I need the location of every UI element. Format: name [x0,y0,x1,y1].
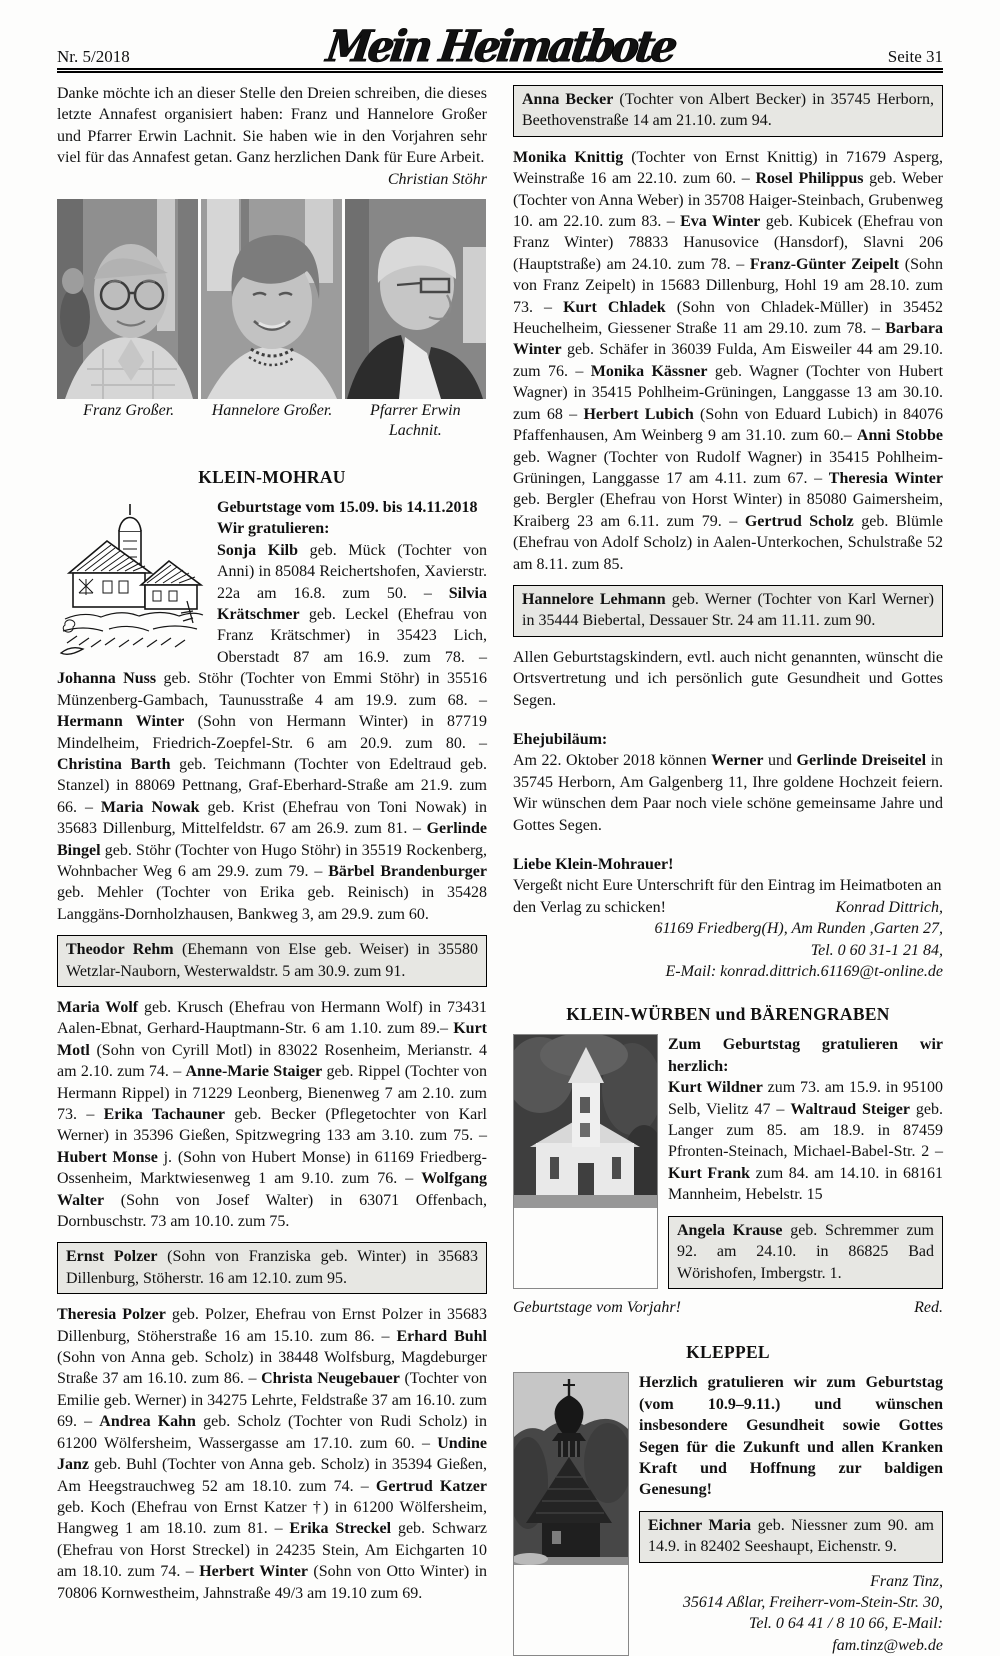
km-birthday-list-2: Maria Wolf geb. Krusch (Ehefrau von Hermann Wolf) in 73431 Aalen-Ebnat, Gerhard-Hauptmann-Str. 6 am 1.10. zum 89.– Kurt Motl (Sohn von Cyrill Motl) in 83022 Rosenheim, Merianstr. 4 am 2.10. zum 74. – Anne-Marie Staiger geb. Rippel (Tochter von Hermann Rippel) in 71229 Leonberg, Bienenweg 7 am 2.10. zum 73. – Erika Tachauner geb. Becker (Pflegetochter von Karl Werner) in 35396 Gießen, Spitzwegring 133 am 3.10. zum 75. – Hubert Monse j. (Sohn von Hubert Monse) in 61169 Friedberg-Ossenheim, Marktwiesenweg 1 am 9.10. zum 76. – Wolfgang Walter (Sohn von Josef Walter) in 63071 Offenbach, Dornbuschstr. 73 am 10.10. zum 75. [57,998,488,1231]
highlight-box-hannelore-lehmann: Hannelore Lehmann geb. Werner (Tochter von Karl Werner) in 35444 Biebertal, Dessauer Str. 24 am 11.11. zum 90. [513,585,943,637]
photo-pfarrer-lachnit [345,199,486,399]
liebe-line1: Vergeßt nicht Eure Unterschrift für den Eintrag im Heimatboten an [513,877,942,895]
caption-lachnit: Pfarrer Erwin Lachnit. [370,402,461,440]
km-birthday-list-4: Monika Knittig (Tochter von Ernst Knittig) in 71679 Asperg, Weinstraße 16 am 22.10. zum 60. – Rosel Philippus geb. Weber (Tochter von Anna Weber) in 35708 Haiger-Steinbach, Grubenweg 10. am 22.10. zum 83. – Eva Winter geb. Kubicek (Ehefrau von Franz Winter) 78833 Hanusovice (Hansdorf), Slavni 206 (Hauptstraße) am 24.10. zum 78. – Franz-Günter Zeipelt (Sohn von Franz Zeipelt) in 15683 Dillenburg, Hohl 19 am 28.10. zum 73. – Kurt Chladek (Sohn von Chladek-Müller) in 35452 Heuchelheim, Giessener Straße 11 am 29.10. zum 78. – Barbara Winter geb. Schäfer in 36039 Fulda, Am Eisweiler 44 am 29.10. zum 76. – Monika Kässner geb. Wagner (Tochter von Hubert Wagner) in 35415 Pohlheim-Grüningen, Langgasse 13 am 30.10. zum 68 – Herbert Lubich (Sohn von Eduard Lubich) in 84076 Pfaffenhausen, Am Weinberg 9 am 31.10. zum 60.– Anni Stobbe geb. Wagner (Tochter von Rudolf Wagner) in 35415 Pohlheim-Grüningen, Langgasse 17 am 4.11. zum 67. – Theresia Winter geb. Bergler (Ehefrau von Horst Winter) in 85080 Gaimersheim, Kraiberg 23 am 6.11. zum 79. – Gertrud Scholz geb. Blümle (Ehefrau von Adolf Scholz) in Aalen-Unterkochen, Schulstraße 52 am 8.11. zum 85. [513,148,944,573]
kw-footer-note: Geburtstage vom Vorjahr! [513,1298,681,1316]
km-subtitle-gratulieren: Wir gratulieren: [217,520,330,538]
section-title-klein-mohrau: KLEIN-MOHRAU [198,467,346,488]
kleppel-text [639,1372,943,1656]
contact-address: 61169 Friedberg(H), Am Runden ,Garten 27, [654,920,943,938]
masthead-title: Mein Heimatbote [323,20,678,73]
highlight-box-theodor-rehm: Theodor Rehm (Ehemann von Else geb. Weiser) in 35580 Wetzlar-Nauborn, Westerwaldstr. 5 am 30.9. zum 91. [57,935,487,987]
highlight-box-angela-krause: Angela Krause geb. Schremmer zum 92. am 24.10. in 86825 Bad Wörishofen, Imbergstr. 1. [668,1216,943,1289]
heading-ehejubilaeum: Ehejubiläum: [513,730,608,748]
kleppel-contact-address: 35614 Aßlar, Freiherr-vom-Stein-Str. 30, [682,1593,943,1611]
heading-liebe-klein-mohrauer: Liebe Klein-Mohrauer! [513,856,674,873]
klein-wuerben-text [668,1034,943,1288]
kleppel-contact-block [639,1571,943,1656]
caption-hannelore: Hannelore Großer. [211,402,333,420]
birthday-wishes-paragraph: Allen Geburtstagskindern, evtl. auch nicht genannten, wünscht die Ortsvertretung und ich persönlich gute Gesundheit und Gottes Segen. [513,648,943,709]
issue-number: Nr. 5/2018 [57,47,130,66]
photo-franz-grosser [57,199,198,399]
ehejubilaeum-paragraph: Am 22. Oktober 2018 können Werner und Gerlinde Dreiseitel in 35745 Herborn, Am Galgenberg 11, Ihre goldene Hochzeit feiern. Wir wünschen dem Paar noch viele schöne gemeinsame Jahre und Gottes Segen. [513,752,944,834]
chapel-photo [513,1034,658,1288]
kw-footer [513,1297,943,1318]
photo-hannelore-grosser [201,199,342,399]
kw-footer-red: Red. [914,1298,943,1316]
kw-birthday-list: Kurt Wildner zum 73. am 15.9. in 95100 Selb, Vielitz 47 – Waltraud Steiger geb. Langer zum 85. am 18.9. in 87459 Pfronten-Steinach, Michael-Babel-Str. 2 – Kurt Frank zum 84. am 14.10. in 68161 Mannheim, Hebelstr. 15 [668,1079,943,1204]
km-birthday-list-3: Theresia Polzer geb. Polzer, Ehefrau von Ernst Polzer in 35683 Dillenburg, Stöherstraße 16 am 15.10. zum 86. – Erhard Buhl (Sohn von Anna geb. Scholz) in 38448 Wolfsburg, Magdeburger Straße 37 am 16.10. zum 86. – Christa Neugebauer (Tochter von Emilie geb. Werner) in 34275 Lehrte, Feldstraße 37 am 16.10. zum 69. – Andrea Kahn geb. Scholz (Tochter von Rudi Scholz) in 61200 Wölfersheim, Wassergasse am 17.10. zum 60. – Undine Janz geb. Buhl (Tochter von Anna geb. Scholz) in 35394 Gießen, Am Heegstrauchweg 52 am 18.10. zum 74. – Gertrud Katzer geb. Koch (Ehefrau von Ernst Katzer †) in 61200 Wölfersheim, Hangweg 1 am 18.10. zum 81. – Erika Streckel geb. Schwarz (Ehefrau von Horst Streckel) in 24235 Stein, Am Eichgarten 10 am 18.10. zum 74. – Herbert Winter (Sohn von Otto Winter) in 70806 Kornwestheim, Jahnstraße 49/3 am 19.10 zum 69. [57,1306,488,1602]
liebe-line2 [513,897,943,918]
section-title-kleppel: KLEPPEL [686,1342,770,1363]
klein-wuerben-block [513,1034,943,1288]
contact-address-block [513,918,943,982]
page-number: Seite 31 [887,47,943,66]
km-birthday-list: Sonja Kilb geb. Mück (Tochter von Anni) in 85084 Reichertshofen, Xavierstr. 22a am 16.8. zum 50. – Silvia Krätschmer geb. Leckel (Ehefrau von Franz Krätschmer) in 35423 Lich, Oberstadt 87 am 16.9. zum 78. – Johanna Nuss geb. Stöhr (Tochter von Emmi Stöhr) in 35516 Münzenberg-Gambach, Taunusstraße 4 am 19.9. zum 68. – Hermann Winter (Sohn von Hermann Winter) in 87719 Mindelheim, Friedrich-Zoepfel-Str. 6 am 20.9. zum 80. – Christina Barth geb. Teichmann (Tochter von Edeltraud geb. Stanzel) in 88069 Pettnang, Graf-Eberhard-Straße am 21.9. zum 66. – Maria Nowak geb. Krist (Ehefrau von Toni Nowak) in 35683 Dillenburg, Mittelfeldstr. 67 am 26.9. zum 81. – Gerlinde Bingel geb. Stöhr (Tochter von Hugo Stöhr) in 35519 Rockenberg, Wohnbacher Weg 6 am 29.9. zum 79. – Bärbel Brandenburger geb. Mehler (Tochter von Erika geb. Reinisch) in 35428 Langgäns-Dornholzhausen, Bankweg 3, am 29.9. zum 60. [57,541,488,923]
km-subtitle-dates: Geburtstage vom 15.09. bis 14.11.2018 [217,499,478,517]
liebe-line2-text: den Verlag zu schicken! [513,898,666,916]
photo-captions [57,401,487,441]
intro-signature: Christian Stöhr [387,170,487,188]
content-columns [57,83,943,1656]
kw-intro: Zum Geburtstag gratulieren wir herzlich: [668,1036,943,1075]
intro-paragraph: Danke möchte ich an dieser Stelle den Dreien schreiben, die dieses letzte Annafest organisiert haben: Franz und Hannelore Großer und Pfarrer Erwin Lachnit. Sie haben wie in den Vorjahren sehr viel für das Annafest getan. Ganz herzlichen Dank für Eure Arbeit. [57,85,487,167]
highlight-box-eichner-maria: Eichner Maria geb. Niessner zum 90. am 14.9. in 82402 Seeshaupt, Eichenstr. 9. [639,1511,943,1563]
kleppel-tower-photo [513,1372,629,1656]
contact-name: Konrad Dittrich, [835,898,943,916]
photo-strip [57,199,487,399]
contact-email: E-Mail: konrad.dittrich.61169@t-online.de [665,963,943,981]
kleppel-block [513,1372,943,1656]
klein-mohrau-block [57,497,487,925]
highlight-box-anna-becker: Anna Becker (Tochter von Albert Becker) in 35745 Herborn, Beethovenstraße 14 am 21.10. zum 94. [513,85,943,137]
right-column [513,83,943,1656]
church-drawing-icon [57,501,207,661]
highlight-box-ernst-polzer: Ernst Polzer (Sohn von Franziska geb. Winter) in 35683 Dillenburg, Stöherstr. 16 am 12.10. zum 95. [57,1242,487,1294]
kleppel-contact-name: Franz Tinz, [870,1572,943,1590]
left-column [57,83,487,1656]
kleppel-contact-phone-email: Tel. 0 64 41 / 8 10 66, E-Mail: fam.tinz@web.de [748,1615,943,1654]
page-header [57,20,943,73]
section-title-klein-wuerben: KLEIN-WÜRBEN und BÄRENGRABEN [566,1004,890,1025]
contact-phone: Tel. 0 60 31-1 21 84, [810,941,943,959]
caption-franz: Franz Großer. [83,402,175,420]
kleppel-greeting: Herzlich gratulieren wir zum Geburtstag (vom 10.9–9.11.) und wünschen insbesondere Gesundheit sowie Gottes Segen für die Zukunft und allen Kranken Kraft und Hoffnung zur baldigen Genesung! [639,1374,943,1499]
